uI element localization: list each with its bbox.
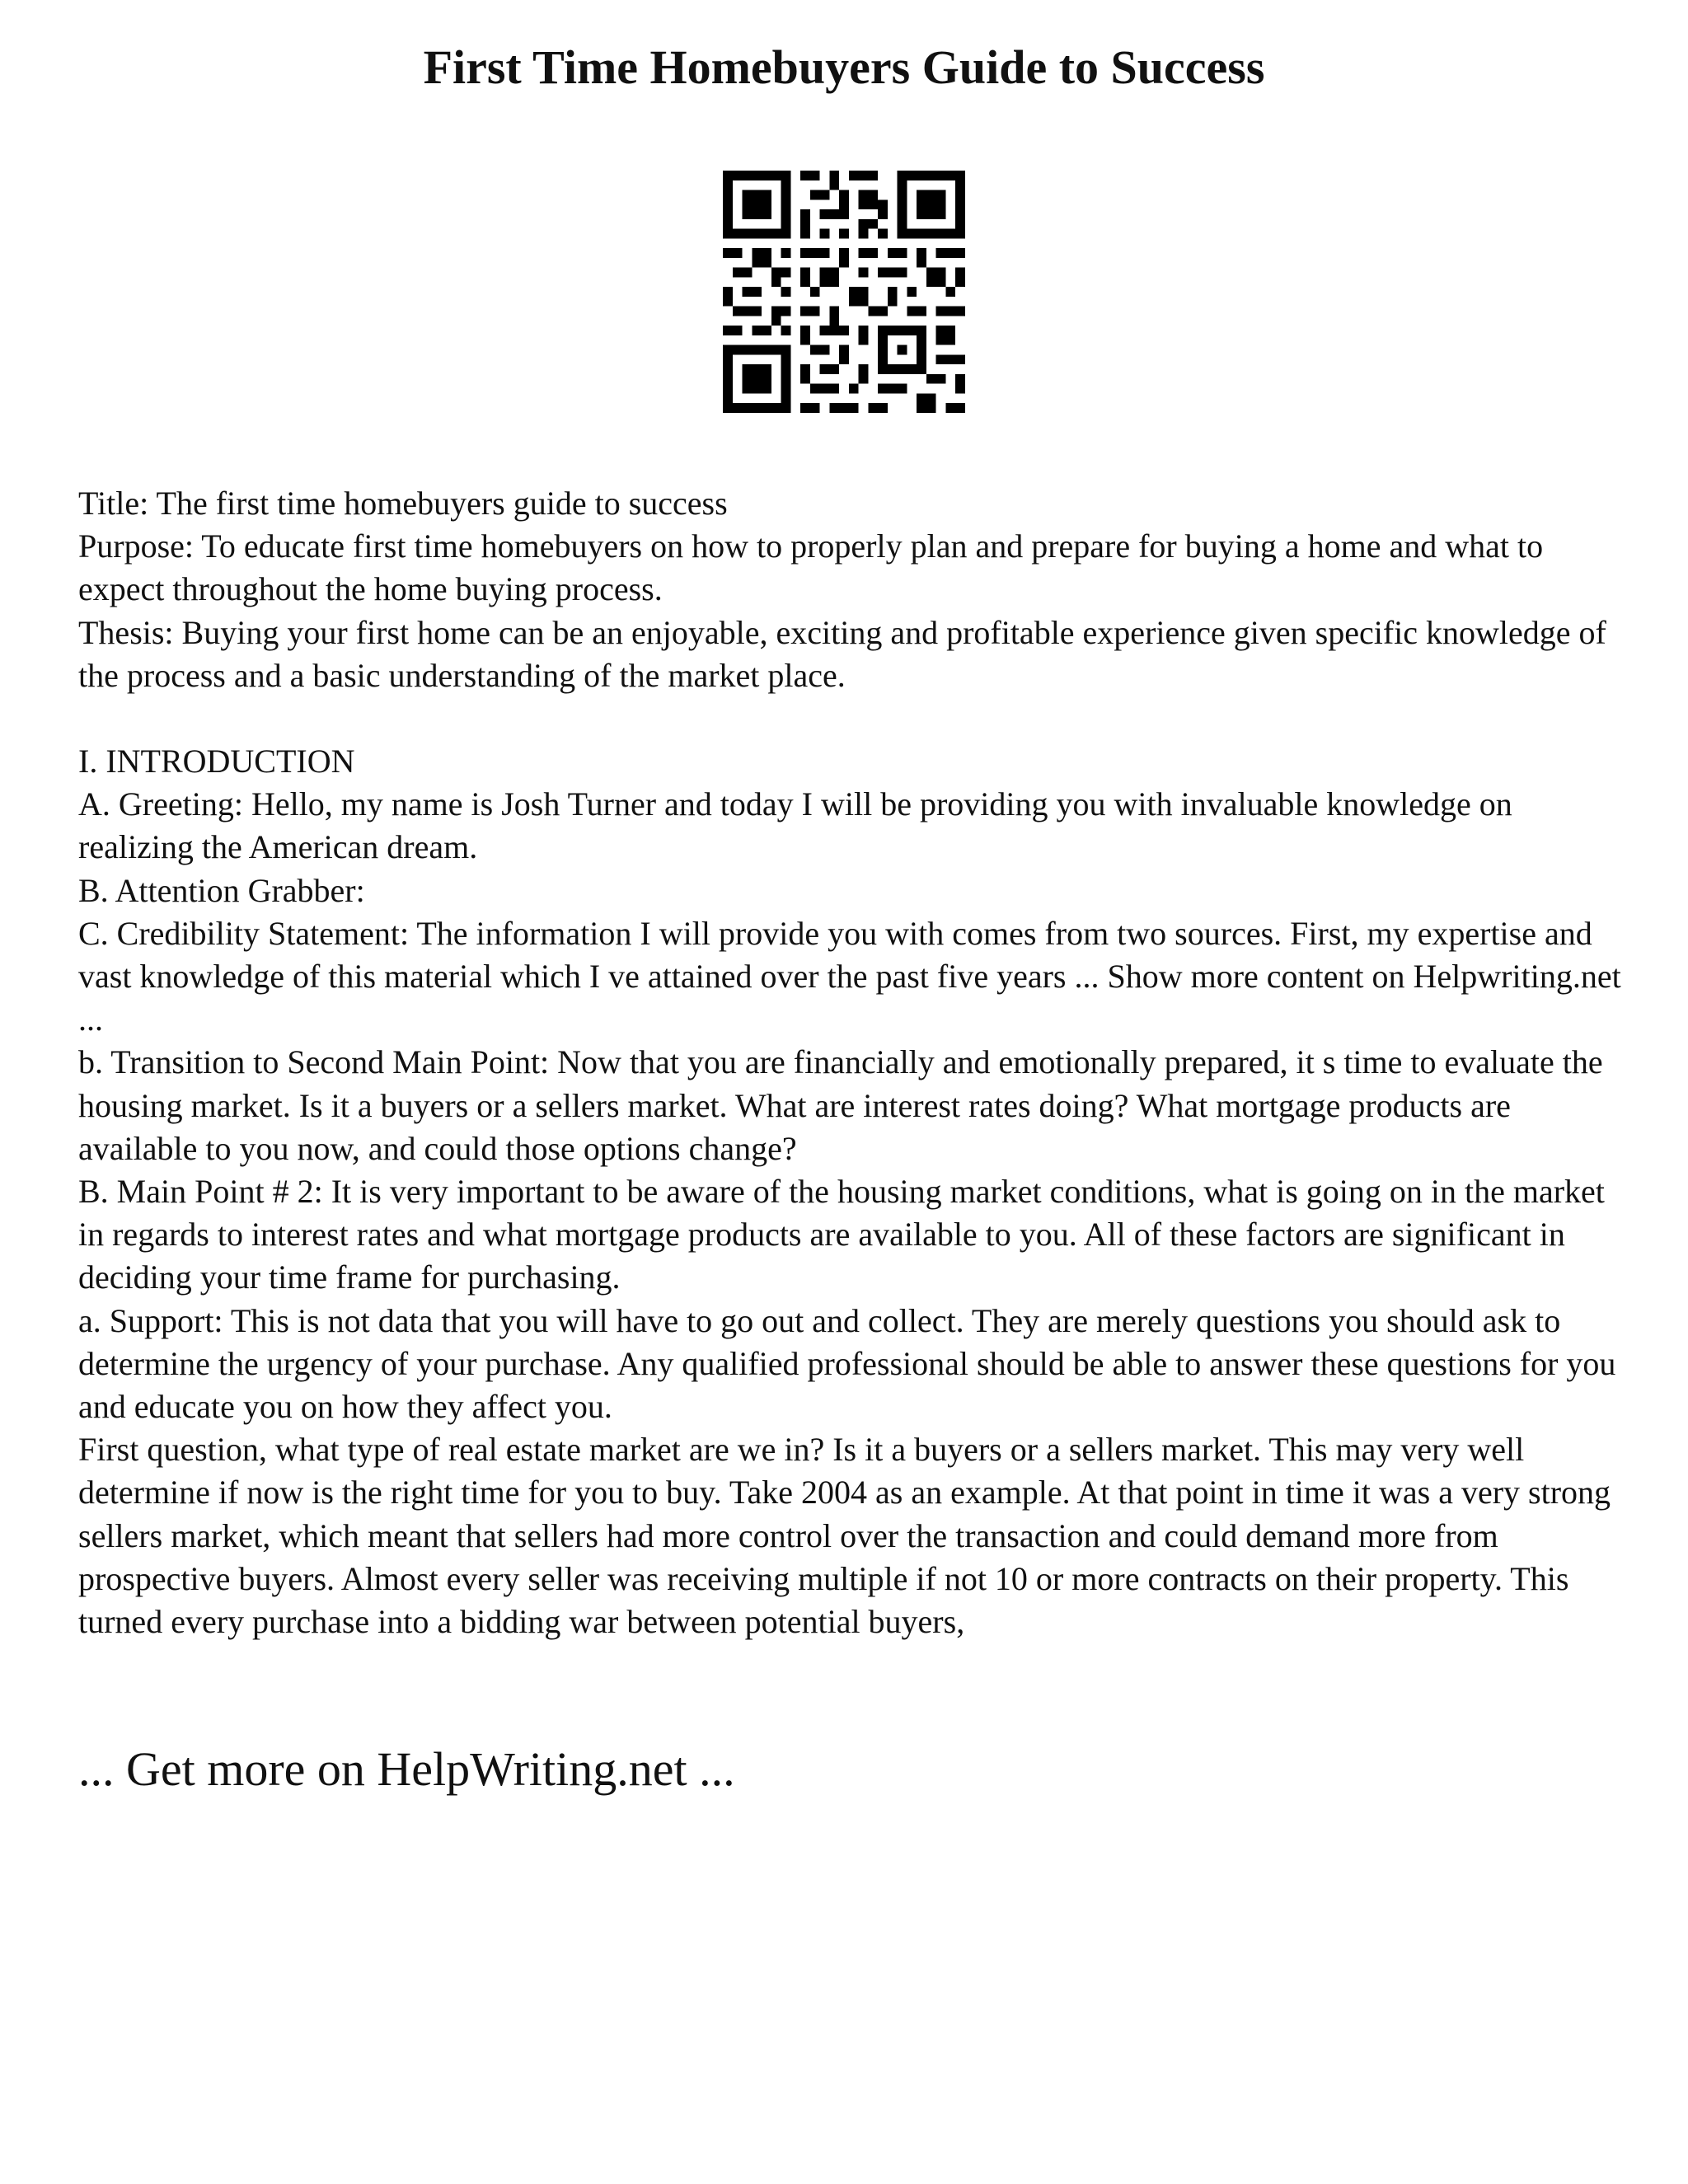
attention-grabber-paragraph: B. Attention Grabber: [78, 871, 365, 909]
thesis-paragraph: Thesis: Buying your first home can be an enjoyable, exciting and profitable experience given specific knowledge of the process and a basic understanding of the market place. [78, 613, 1606, 694]
section-heading-introduction: I. INTRODUCTION [78, 743, 355, 780]
purpose-paragraph: Purpose: To educate first time homebuyers on how to properly plan and prepare for buying a home and what to expect throughout the home buying process. [78, 527, 1544, 608]
page-title: First Time Homebuyers Guide to Success [423, 40, 1265, 94]
support-paragraph: a. Support: This is not data that you will have to go out and collect. They are merely questions you should ask to determine the urgency of your purchase. Any qualified professional should be able to answer these questions for you and educate you on how they affect you. [78, 1301, 1616, 1426]
title-line: Title: The first time homebuyers guide to success [78, 485, 728, 522]
main-point-paragraph: B. Main Point # 2: It is very important to be aware of the housing market conditions, what is going on in the market in regards to interest rates and what mortgage products are available to you. All of these factors are significant in deciding your time frame for purchasing. [78, 1173, 1605, 1296]
document-body [78, 482, 1628, 1643]
paragraph-gap [78, 697, 1628, 740]
qr-code-icon [723, 171, 965, 413]
credibility-paragraph: C. Credibility Statement: The information I will provide you with comes from two sources. First, my expertise and vast knowledge of this material which I ve attained over the past five years ... Show more content on Helpwriting.net ... [78, 914, 1621, 1038]
first-question-paragraph: First question, what type of real estate market are we in? Is it a buyers or a sellers market. This may very well determine if now is the right time for you to buy. Take 2004 as an example. At that point in time it was a very strong sellers market, which meant that sellers had more control over the transaction and could demand more from prospective buyers. Almost every seller was receiving multiple if not 10 or more contracts on their property. This turned every purchase into a bidding war between potential buyers, [78, 1431, 1611, 1641]
transition-paragraph: b. Transition to Second Main Point: Now that you are financially and emotionally prepared, it s time to evaluate the housing market. Is it a buyers or a sellers market. What are interest rates doing? What mortgage products are available to you now, and could those options change? [78, 1043, 1603, 1167]
greeting-paragraph: A. Greeting: Hello, my name is Josh Turner and today I will be providing you with invaluable knowledge on realizing the American dream. [78, 785, 1512, 866]
get-more-link[interactable]: ... Get more on HelpWriting.net ... [78, 1742, 735, 1796]
